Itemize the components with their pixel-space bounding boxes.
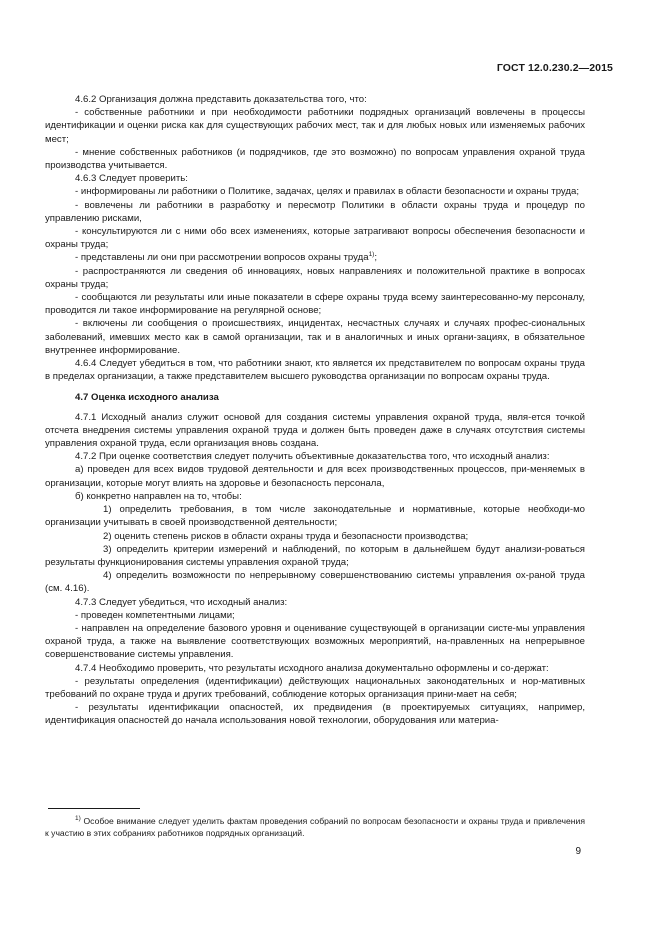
paragraph: - распространяются ли сведения об инновациях, новых направлениях и положительной практике в вопросах охраны труда;	[45, 265, 585, 290]
paragraph: 3) определить критерии измерений и наблюдений, по которым в дальнейшем будут анализи-роваться результаты функционирования системы управления охраной труда;	[45, 543, 585, 568]
section-heading: 4.7 Оценка исходного анализа	[75, 392, 219, 404]
paragraph: 2) оценить степень рисков в области охраны труда и безопасности производства;	[103, 530, 469, 542]
paragraph: - вовлечены ли работники в разработку и пересмотр Политики в области охраны труда и процедур по управлению рисками,	[45, 199, 585, 224]
footnote-marker: 1)	[75, 815, 81, 822]
paragraph-end: ;	[374, 252, 378, 264]
page-number: 9	[575, 846, 581, 857]
paragraph: 4.6.4 Следует убедиться в том, что работники знают, кто является их представителем по вопросам охраны труда в пределах организации, а также представителем высшего руководства организации по вопросам охраны труда.	[45, 358, 585, 383]
paragraph: - результаты идентификации опасностей, их предвидения (в проектируемых ситуациях, например, идентификация опасностей до начала использования новой технологии, оборудования или материа-	[45, 702, 585, 727]
paragraph: 1) определить требования, в том числе законодательные и нормативные, которые необходи-мо организации учитывать в своей производственной деятельности;	[45, 504, 585, 529]
section-body	[45, 411, 585, 728]
paragraph: - направлен на определение базового уровня и оценивание существующей в организации систе-мы управления охраной труда, а также на выявление соответствующих возможных мероприятий, на-правленных на непрерывное совершенствование системы управления.	[45, 622, 585, 661]
paragraph: б) конкретно направлен на то, чтобы:	[75, 490, 242, 502]
paragraph: - проведен компетентными лицами;	[75, 609, 235, 621]
paragraph-text: - представлены ли они при рассмотрении вопросов охраны труда	[75, 252, 369, 264]
paragraph: - консультируются ли с ними обо всех изменениях, которые затрагивают вопросы обеспечения безопасности и охраны труда;	[45, 226, 585, 251]
standard-code: ГОСТ 12.0.230.2—2015	[496, 62, 613, 74]
paragraph: а) проведен для всех видов трудовой деятельности и для всех производственных процессов, при-меняемых в организации, которые могут влиять на здоровье и безопасность персонала,	[45, 464, 585, 489]
paragraph: 4.7.3 Следует убедиться, что исходный анализ:	[75, 596, 288, 608]
footnote-divider	[48, 808, 140, 809]
paragraph: - информированы ли работники о Политике, задачах, целях и правилах в области безопасности и охраны труда;	[75, 186, 580, 198]
paragraph: 4.7.1 Исходный анализ служит основой для создания системы управления охраной труда, явля-ется точкой отсчета внедрения системы управления охраной труда и должен быть проведен даже в случаях отсутствия системы управления охраной труда, если организация вновь создана.	[45, 411, 585, 450]
paragraph: - мнение собственных работников (и подрядчиков, где это возможно) по вопросам управления охраной труда производства учитывается.	[45, 146, 585, 172]
paragraph: 4) определить возможности по непрерывному совершенствованию системы управления ох-раной труда (см. 4.16).	[45, 570, 585, 595]
paragraph: - результаты определения (идентификации) действующих национальных законодательных и нор-мативных требований по охране труда и других требований, соблюдение которых организация прини-мает на себя;	[45, 675, 585, 700]
paragraph: - собственные работники и при необходимости работники подрядных организаций вовлечены в процессы идентификации и оценки риска как для существующих рабочих мест, так и для любых новых или изменяемых рабочих мест;	[45, 107, 585, 145]
footnote	[45, 815, 585, 839]
document-body	[45, 93, 585, 728]
paragraph: 4.7.2 При оценке соответствия следует получить объективные доказательства того, что исходный анализ:	[75, 451, 550, 463]
footnote-reference: 1)	[368, 251, 375, 259]
paragraph: - включены ли сообщения о происшествиях, инцидентах, несчастных случаях и случаях профес-сиональных заболеваний, имевших место как в самой организации, так и в аналогичных и иных органи-зациях, в обязательное внутреннее информирование.	[45, 318, 585, 356]
paragraph: 4.6.3 Следует проверить:	[75, 173, 188, 185]
paragraph-with-footnote	[45, 251, 585, 264]
footnote-text: Особое внимание следует уделить фактам проведения собраний по вопросам безопасности и охраны труда и привлечения к участию в этих собраниях работников подрядных организаций.	[45, 816, 585, 838]
paragraph: - сообщаются ли результаты или иные показатели в сфере охраны труда всему заинтересованно-му персоналу, проводится ли такое информирование на регулярной основе;	[45, 292, 585, 317]
paragraph: 4.6.2 Организация должна представить доказательства того, что:	[75, 94, 367, 105]
paragraph: 4.7.4 Необходимо проверить, что результаты исходного анализа документально оформлены и со-держат:	[75, 662, 549, 674]
